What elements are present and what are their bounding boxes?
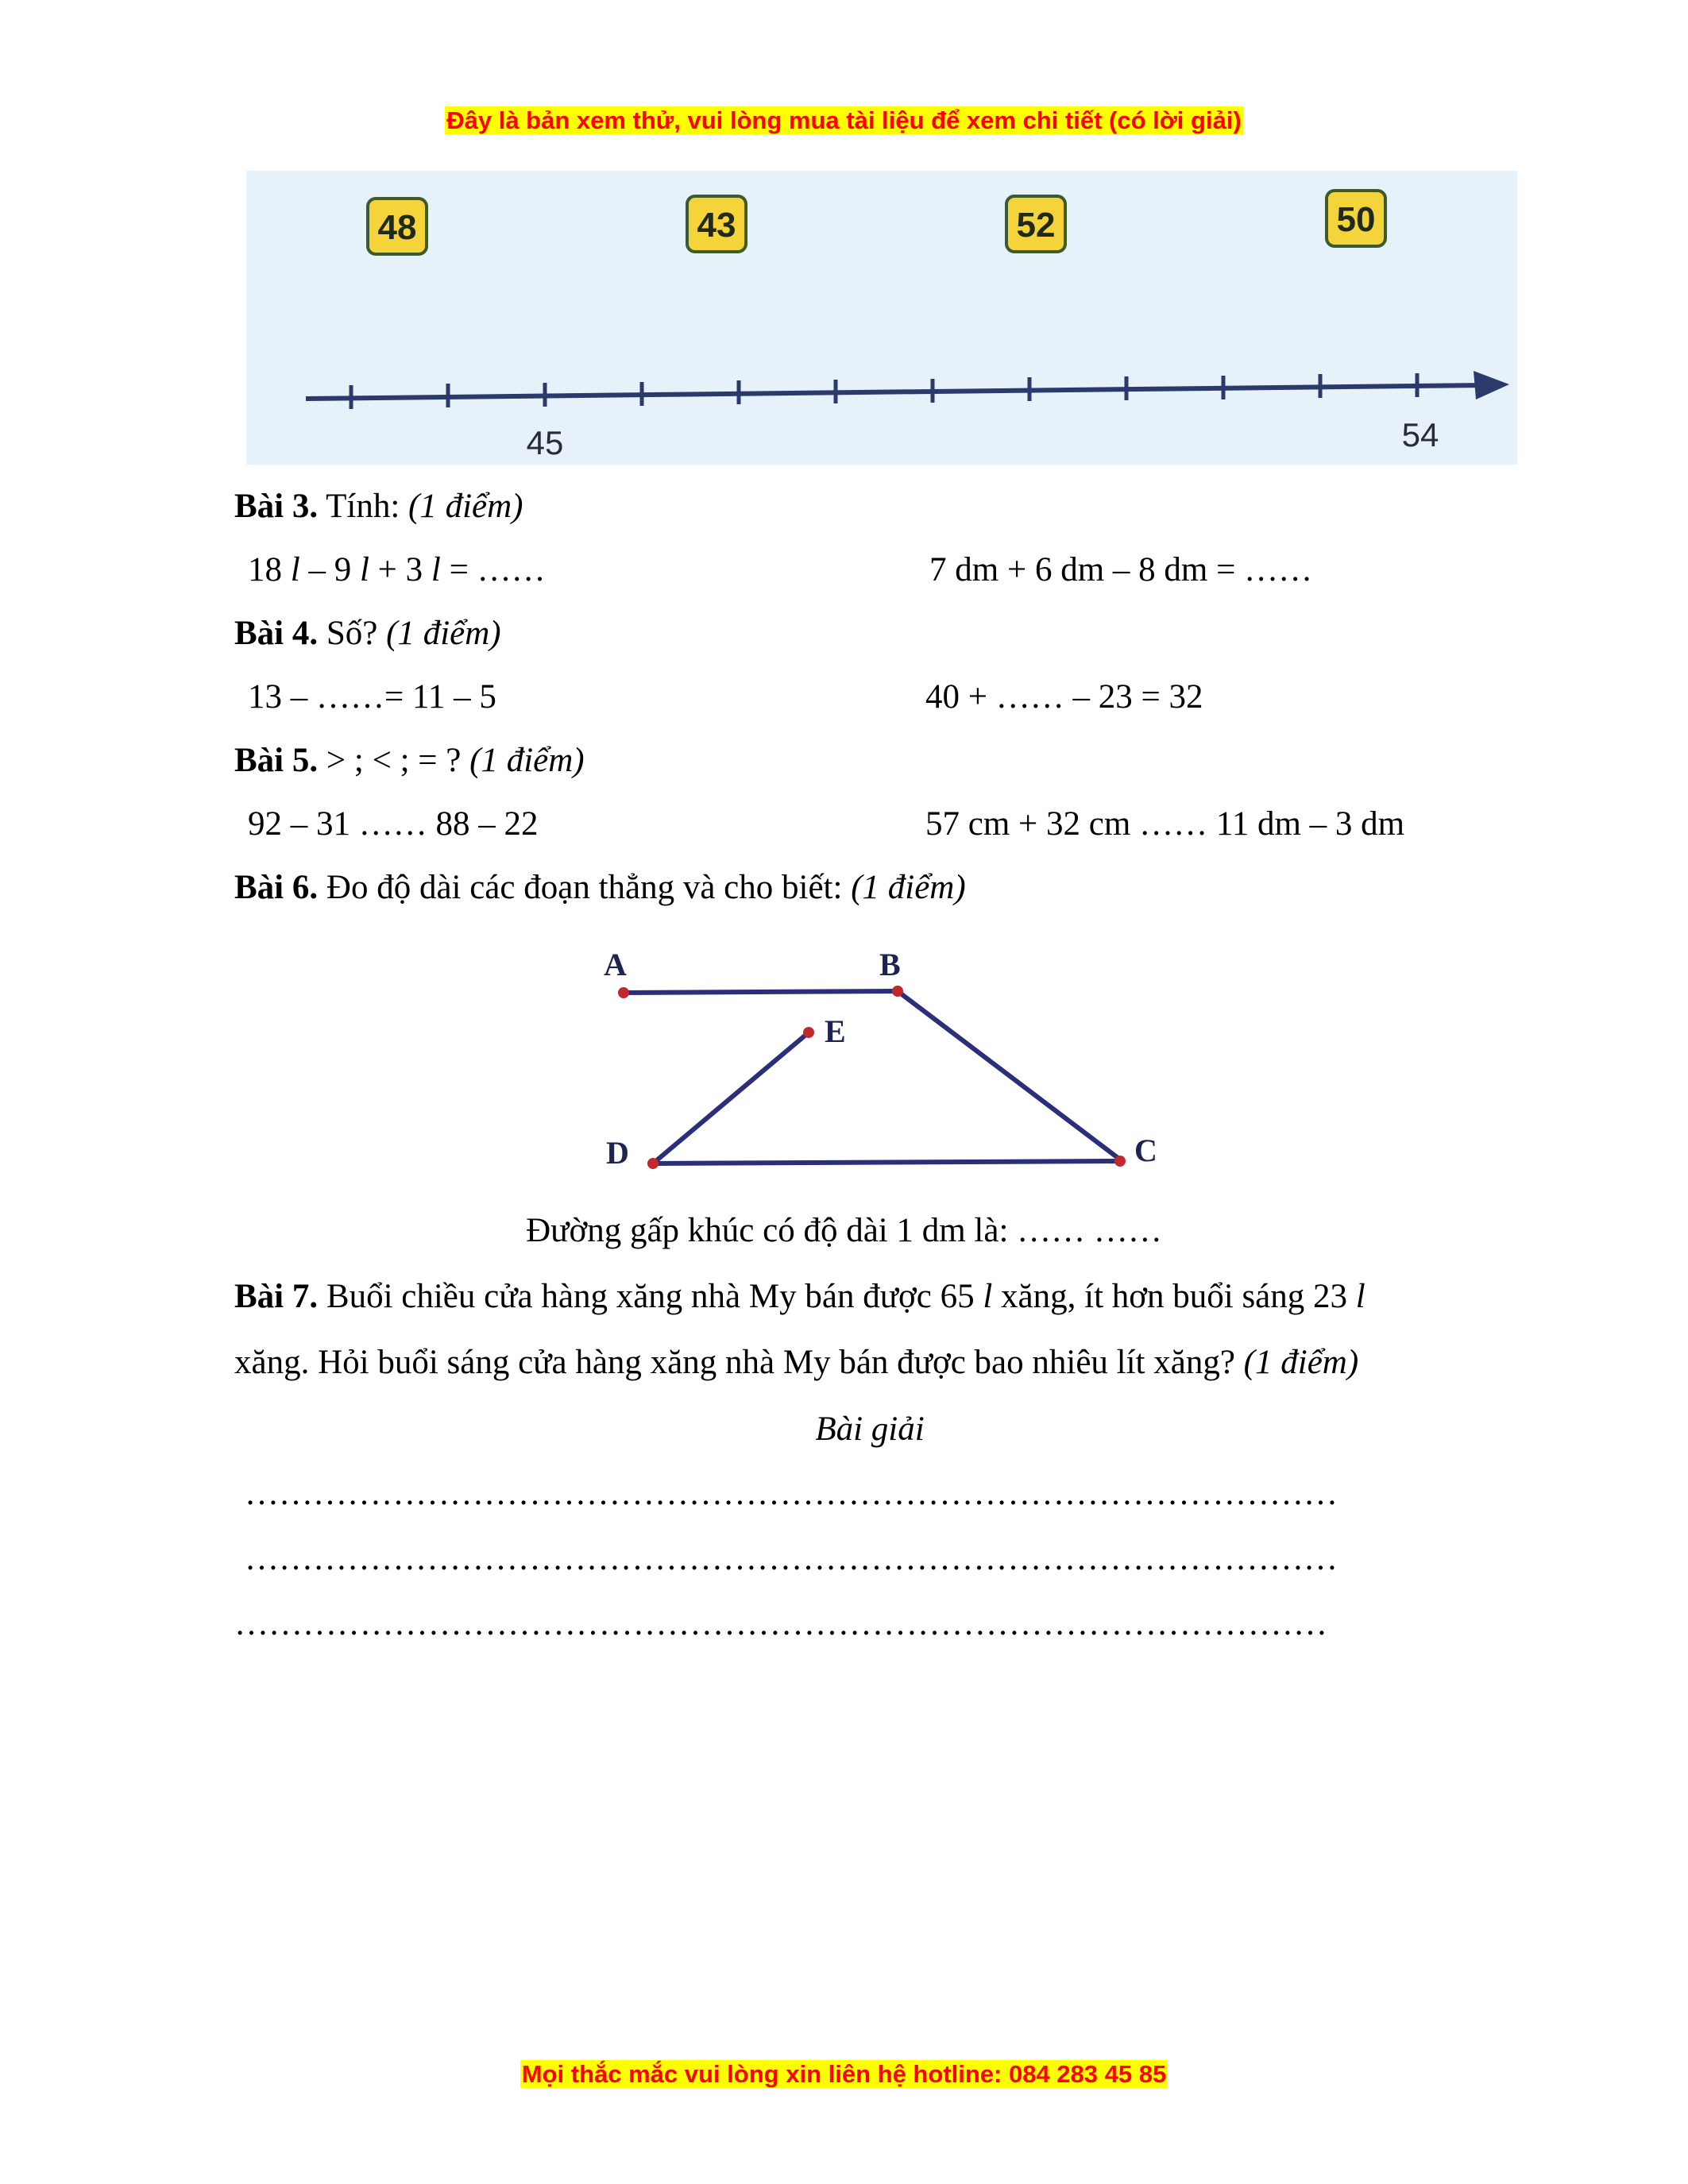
number-card-48	[368, 199, 427, 254]
answer-line-3: ……………………………………………………………………………………	[234, 1605, 1327, 1642]
exercise-3-left-part-c: + 3	[369, 551, 431, 588]
number-card-43-text: 43	[697, 206, 736, 245]
exercise-5-label: Bài 5.	[234, 742, 319, 779]
number-line-label-45: 45	[526, 424, 564, 461]
exercise-3-left-part-a: 18	[248, 551, 291, 588]
segment-dc	[653, 1161, 1120, 1163]
answer-line-2: ……………………………………………………………………………………	[245, 1540, 1338, 1577]
solution-title-text: Bài giải	[815, 1410, 925, 1448]
exercise-5-right-expression: 57 cm + 32 cm …… 11 dm – 3 dm	[925, 805, 1405, 843]
number-card-48-text: 48	[377, 208, 417, 247]
point-e-label: E	[825, 1013, 846, 1049]
point-d	[647, 1158, 659, 1169]
exercise-7-line-1	[234, 1275, 1365, 1319]
exercise-3-right-expression: 7 dm + 6 dm – 8 dm = ……	[929, 551, 1313, 588]
exercise-3-text: Tính:	[318, 488, 409, 525]
exercise-7-label: Bài 7.	[234, 1278, 319, 1315]
exercise-4-text: Số?	[318, 615, 387, 652]
exercise-4-title	[234, 612, 501, 656]
exercise-7-points: (1 điểm)	[1243, 1344, 1359, 1381]
exercise-6-text: Đo độ dài các đoạn thẳng và cho biết:	[318, 869, 852, 906]
point-b-label: B	[879, 947, 901, 982]
exercise-3-title	[234, 484, 523, 529]
exercise-5-points: (1 điểm)	[469, 742, 585, 779]
number-line-figure	[246, 171, 1517, 465]
solution-title	[0, 1407, 1688, 1452]
exercise-5-title	[234, 739, 585, 783]
exercise-5-left-expression: 92 – 31 …… 88 – 22	[248, 805, 539, 843]
number-card-52	[1006, 196, 1065, 252]
segment-bc	[898, 991, 1120, 1160]
exercise-4-right-expression: 40 + …… – 23 = 32	[925, 678, 1203, 716]
point-e	[803, 1027, 814, 1038]
exercise-6-points: (1 điểm)	[851, 869, 966, 906]
segment-de	[653, 1032, 809, 1163]
number-line-svg	[246, 171, 1517, 465]
exercise-7-text-a: Buổi chiều cửa hàng xăng nhà My bán được 65	[318, 1278, 983, 1315]
point-b	[892, 986, 903, 997]
exercise-4-points: (1 điểm)	[386, 615, 501, 652]
exercise-7-unit-l-1: l	[983, 1278, 993, 1315]
number-card-50-text: 50	[1336, 200, 1376, 239]
exercise-7-unit-l-2: l	[1355, 1278, 1365, 1315]
number-card-52-text: 52	[1016, 206, 1056, 245]
exercise-6-title	[234, 866, 966, 910]
exercise-3-unit-l-3: l	[431, 551, 441, 588]
polyline-segments	[624, 991, 1120, 1163]
polyline-svg	[588, 941, 1199, 1203]
hotline-text: Mọi thắc mắc vui lòng xin liên hệ hotline: 084 283 45 85	[521, 2060, 1167, 2088]
hotline-banner	[0, 2059, 1688, 2090]
exercise-3-left-expression	[248, 548, 546, 592]
exercise-4-left-expression: 13 – ……= 11 – 5	[248, 678, 496, 716]
exercise-7-text-c: xăng. Hỏi buổi sáng cửa hàng xăng nhà My bán được bao nhiêu lít xăng?	[234, 1344, 1244, 1381]
point-a	[618, 987, 629, 998]
exercise-3-left-part-d: = ……	[440, 551, 546, 588]
number-line-label-54: 54	[1401, 416, 1439, 453]
exercise-7-text-b: xăng, ít hơn buổi sáng 23	[992, 1278, 1356, 1315]
answer-line-1: ……………………………………………………………………………………	[245, 1475, 1338, 1512]
exercise-3-left-part-b: – 9	[299, 551, 360, 588]
point-a-label: A	[604, 947, 627, 982]
exercise-4-label: Bài 4.	[234, 615, 319, 652]
polyline-figure	[588, 941, 1199, 1203]
exercise-3-unit-l-1: l	[290, 551, 300, 588]
preview-notice-banner	[0, 105, 1688, 137]
exercise-6-answer: Đường gấp khúc có độ dài 1 dm là: …… ……	[526, 1212, 1162, 1249]
polyline-points	[618, 986, 1126, 1169]
number-card-43	[687, 196, 746, 252]
number-card-50	[1327, 191, 1385, 246]
point-c	[1114, 1156, 1126, 1167]
segment-ab	[624, 991, 898, 993]
exercise-6-label: Bài 6.	[234, 869, 319, 906]
point-c-label: C	[1134, 1133, 1157, 1168]
exercise-5-text: > ; < ; = ?	[318, 742, 470, 779]
preview-notice-text: Đây là bản xem thử, vui lòng mua tài liệu để xem chi tiết (có lời giải)	[446, 106, 1242, 134]
exercise-3-unit-l-2: l	[359, 551, 369, 588]
exercise-3-points: (1 điểm)	[408, 488, 523, 525]
point-d-label: D	[606, 1135, 629, 1171]
exercise-7-line-2	[234, 1341, 1358, 1385]
exercise-3-label: Bài 3.	[234, 488, 319, 525]
